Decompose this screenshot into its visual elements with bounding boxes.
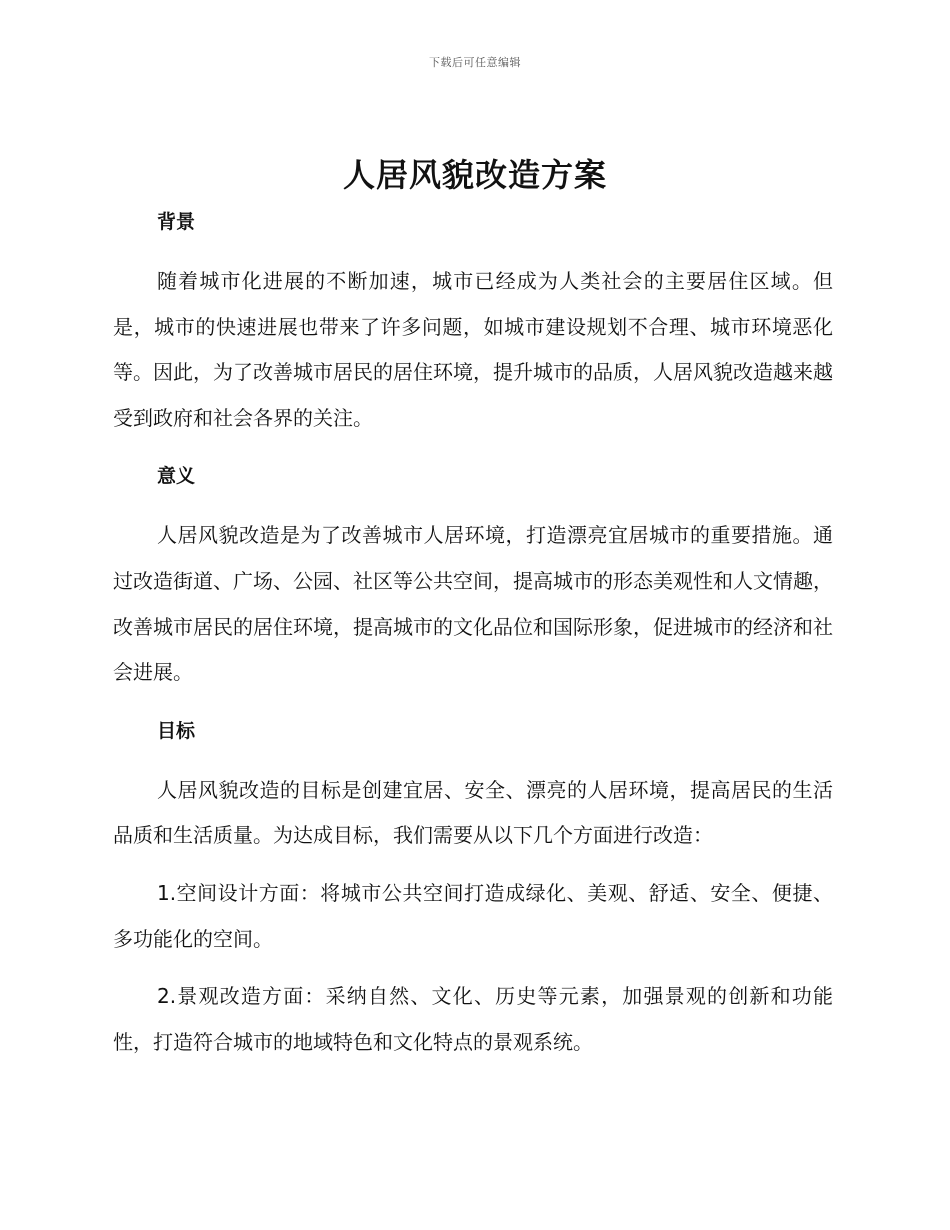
goals-item-space-design: 1.空间设计方面：将城市公共空间打造成绿化、美观、舒适、安全、便捷、多功能化的空间。	[113, 880, 833, 951]
document-title: 人居风貌改造方案	[342, 156, 607, 194]
goals-item-landscape: 2.景观改造方面：采纳自然、文化、历史等元素，加强景观的创新和功能性，打造符合城市的地域特色和文化特点的景观系统。	[113, 984, 833, 1054]
background-paragraph: 随着城市化进展的不断加速，城市已经成为人类社会的主要居住区域。但是，城市的快速进展也带来了许多问题，如城市建设规划不合理、城市环境恶化等。因此，为了改善城市居民的居住环境，提升城市的品质，人居风貌改造越来越受到政府和社会各界的关注。	[113, 269, 833, 430]
section-heading-significance: 意义	[157, 465, 196, 488]
goals-intro-paragraph: 人居风貌改造的目标是创建宜居、安全、漂亮的人居环境，提高居民的生活品质和生活质量。为达成目标，我们需要从以下几个方面进行改造：	[113, 777, 833, 848]
section-heading-background: 背景	[157, 211, 196, 233]
page-header-note: 下载后可任意编辑	[429, 56, 521, 69]
section-heading-goals: 目标	[157, 719, 196, 742]
document-body	[113, 205, 833, 1065]
significance-paragraph: 人居风貌改造是为了改善城市人居环境，打造漂亮宜居城市的重要措施。通过改造街道、广场、公园、社区等公共空间，提高城市的形态美观性和人文情趣，改善城市居民的居住环境，提高城市的文化品位和国际形象，促进城市的经济和社会进展。	[113, 523, 833, 685]
